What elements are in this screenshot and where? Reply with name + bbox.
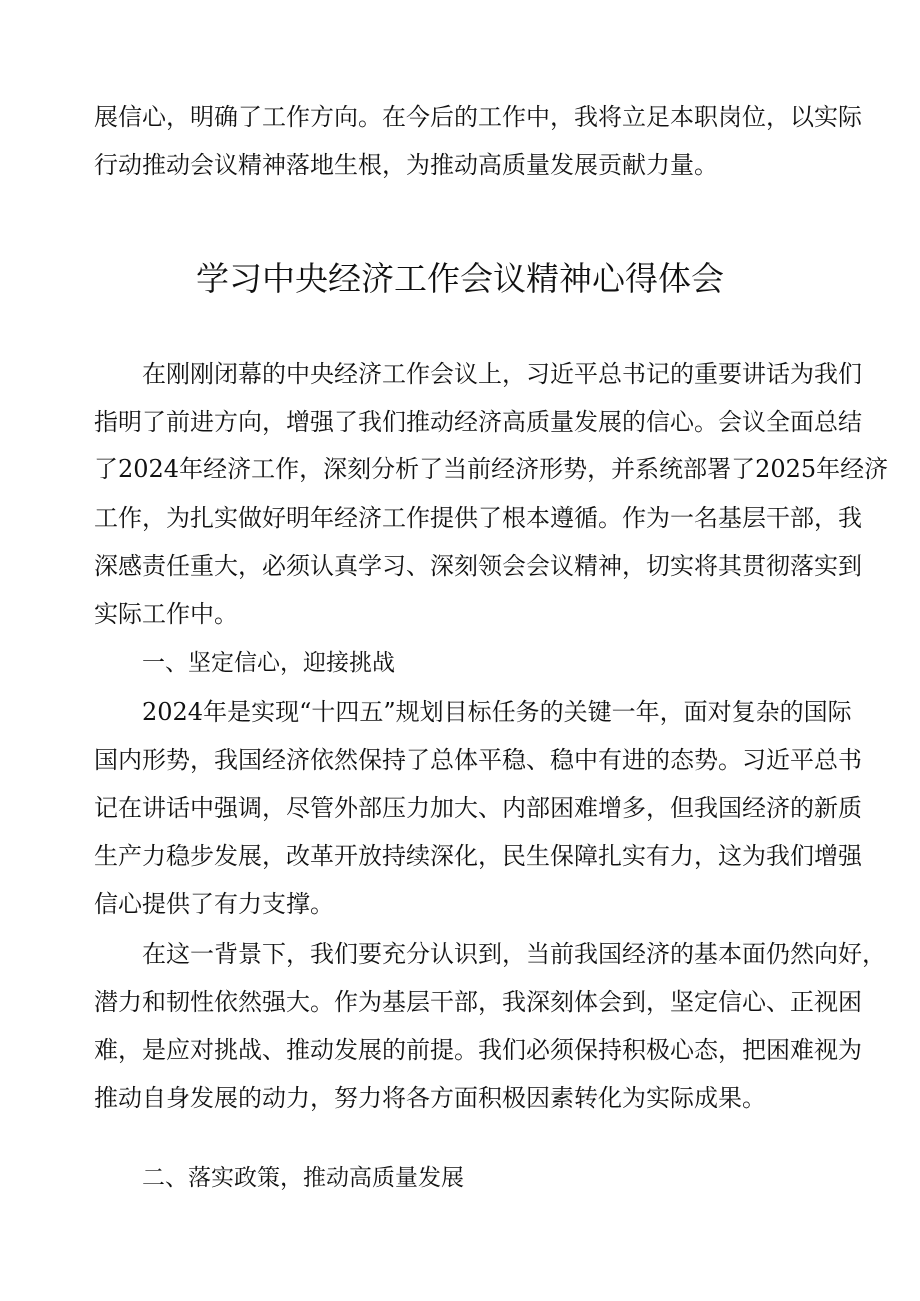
intro-paragraph-line: 实际工作中。 [94,600,238,628]
intro-paragraph-line: 指明了前进方向，增强了我们推动经济高质量发展的信心。会议全面总结 [94,408,862,436]
section1-paragraph1-line: 记在讲话中强调，尽管外部压力加大、内部困难增多，但我国经济的新质 [94,794,862,822]
section1-paragraph1-line: 2024年是实现“十四五”规划目标任务的关键一年，面对复杂的国际 [142,698,852,726]
section1-paragraph1-line: 信心提供了有力支撑。 [94,890,334,918]
top-paragraph-line: 展信心，明确了工作方向。在今后的工作中，我将立足本职岗位，以实际 [94,103,862,131]
section1-paragraph2-line: 推动自身发展的动力，努力将各方面积极因素转化为实际成果。 [94,1084,766,1112]
intro-paragraph-line: 工作，为扎实做好明年经济工作提供了根本遵循。作为一名基层干部，我 [94,504,862,532]
intro-paragraph-line: 深感责任重大，必须认真学习、深刻领会会议精神，切实将其贯彻落实到 [94,552,862,580]
section1-paragraph1-line: 生产力稳步发展，改革开放持续深化，民生保障扎实有力，这为我们增强 [94,842,862,870]
section-heading: 二、落实政策，推动高质量发展 [142,1165,464,1191]
section1-paragraph2-line: 潜力和韧性依然强大。作为基层干部，我深刻体会到，坚定信心、正视困 [94,988,862,1016]
document-title: 学习中央经济工作会议精神心得体会 [196,259,724,298]
section1-paragraph2-line: 难，是应对挑战、推动发展的前提。我们必须保持积极心态，把困难视为 [94,1036,862,1064]
section1-paragraph2-line: 在这一背景下，我们要充分认识到，当前我国经济的基本面仍然向好， [142,940,886,968]
intro-paragraph-line: 在刚刚闭幕的中央经济工作会议上，习近平总书记的重要讲话为我们 [142,360,862,388]
top-paragraph-line: 行动推动会议精神落地生根，为推动高质量发展贡献力量。 [94,151,718,179]
section1-paragraph1-line: 国内形势，我国经济依然保持了总体平稳、稳中有进的态势。习近平总书 [94,746,862,774]
section-heading: 一、坚定信心，迎接挑战 [142,650,395,676]
intro-paragraph-line: 了2024年经济工作，深刻分析了当前经济形势，并系统部署了2025年经济 [94,455,889,483]
